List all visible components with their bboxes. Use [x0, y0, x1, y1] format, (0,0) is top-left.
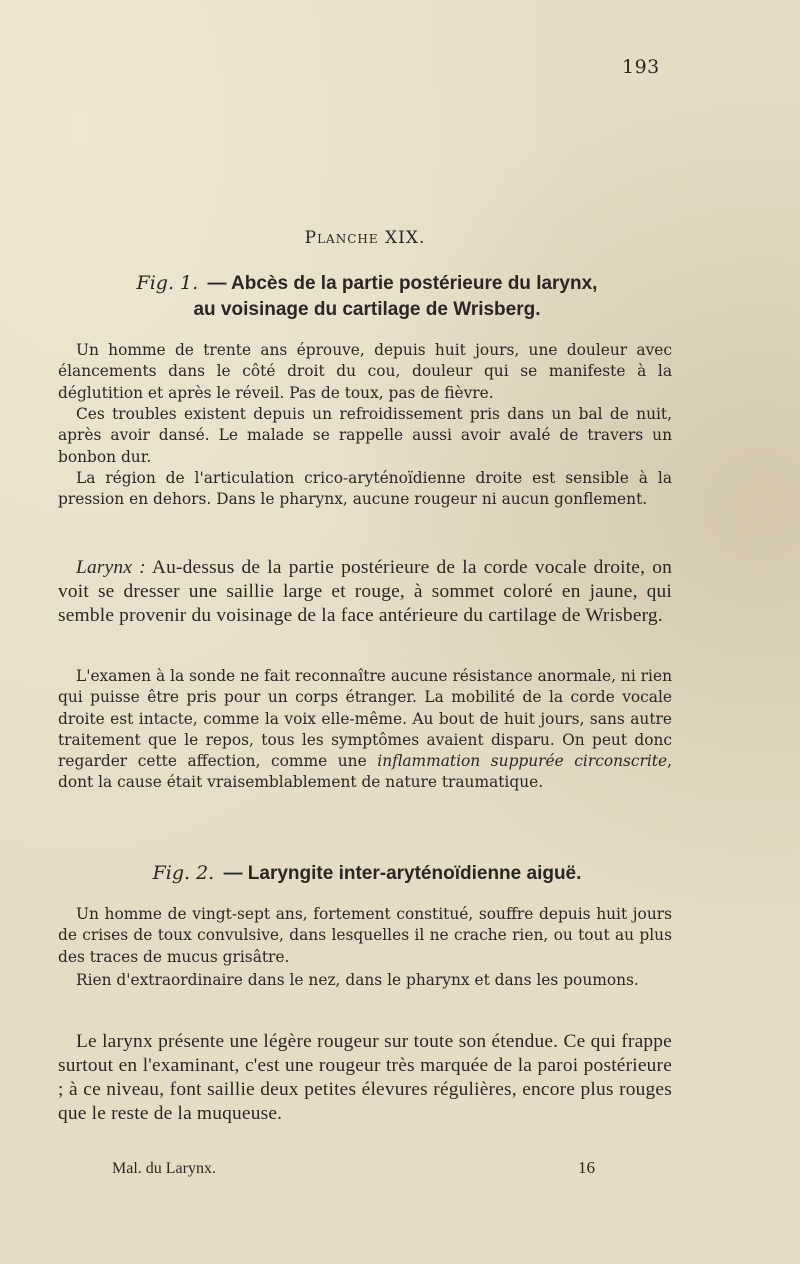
fig2-paragraph-3: Le larynx présente une légère rougeur sur toute son étendue. Ce qui frappe surtout en l'examinant, c'est une rougeur très marquée de la paroi postérieure ; à ce niveau, font saillie deux petites élevures régulières, encore plus rouges que le reste de la muqueuse. — [58, 1031, 672, 1124]
fig1-heading — [0, 270, 734, 323]
exam-text-1: L'examen à la sonde ne fait reconnaître aucune résistance anormale, ni rien qui puisse être pris pour un corps étranger. La mobilité de la corde vocale droite est intacte, comme la voix elle-même. Au bout de huit jours, sans autre traitement que le repos, tous les symptômes avaient disparu. On peut donc regarder cette affection, comme une — [58, 667, 672, 771]
plate-title: Planche XIX. — [304, 228, 426, 248]
fig1-paragraph-2: Ces troubles existent depuis un refroidissement pris dans un bal de nuit, après avoir dansé. Le malade se rappelle aussi avoir avalé de travers un bonbon dur. — [58, 405, 672, 466]
fig2-paragraph-1: Un homme de vingt-sept ans, fortement constitué, souffre depuis huit jours de crises de toux convulsive, dans lesquelles il ne crache rien, ou tout au plus des traces de mucus grisâtre. — [58, 905, 672, 966]
fig1-paragraph-3: La région de l'articulation crico-aryténoïdienne droite est sensible à la pression en dehors. Dans le pharynx, aucune rougeur ni aucun gonflement. — [58, 469, 672, 509]
fig1-larynx-paragraph — [58, 556, 672, 628]
exam-text-2: , dont la cause était vraisemblablement de nature traumatique. — [58, 752, 673, 792]
exam-italic-text: inflammation suppurée circonscrite — [377, 752, 668, 771]
footer-running-title: Mal. du Larynx. — [112, 1160, 216, 1177]
fig1-title-line1 — [0, 270, 734, 297]
larynx-label: Larynx : — [76, 557, 146, 578]
fig2-label: Fig. 2. — [152, 862, 215, 884]
fig2-paragraph-2: Rien d'extraordinaire dans le nez, dans le pharynx et dans les poumons. — [76, 971, 639, 989]
fig1-label: Fig. 1. — [136, 272, 199, 294]
fig1-title-line2: au voisinage du cartilage de Wrisberg. — [193, 299, 541, 320]
fig1-paragraph-1: Un homme de trente ans éprouve, depuis huit jours, une douleur avec élancements dans le côté droit du cou, douleur qui se manifeste à la déglutition et après le réveil. Pas de toux, pas de fièvre. — [58, 341, 672, 402]
fig2-heading — [0, 860, 734, 887]
fig1-title-text: — Abcès de la partie postérieure du larynx, — [207, 273, 598, 294]
page-number: 193 — [622, 56, 660, 78]
fig1-exam-paragraph — [58, 666, 672, 794]
larynx-text: Au-dessus de la partie postérieure de la corde vocale droite, on voit se dresser une saillie large et rouge, à sommet coloré en jaune, qui semble provenir du voisinage de la face antérieure du cartilage de Wrisberg. — [58, 557, 673, 626]
footer-signature-mark: 16 — [578, 1158, 595, 1177]
fig2-title-text: — Laryngite inter-aryténoïdienne aiguë. — [223, 863, 582, 884]
